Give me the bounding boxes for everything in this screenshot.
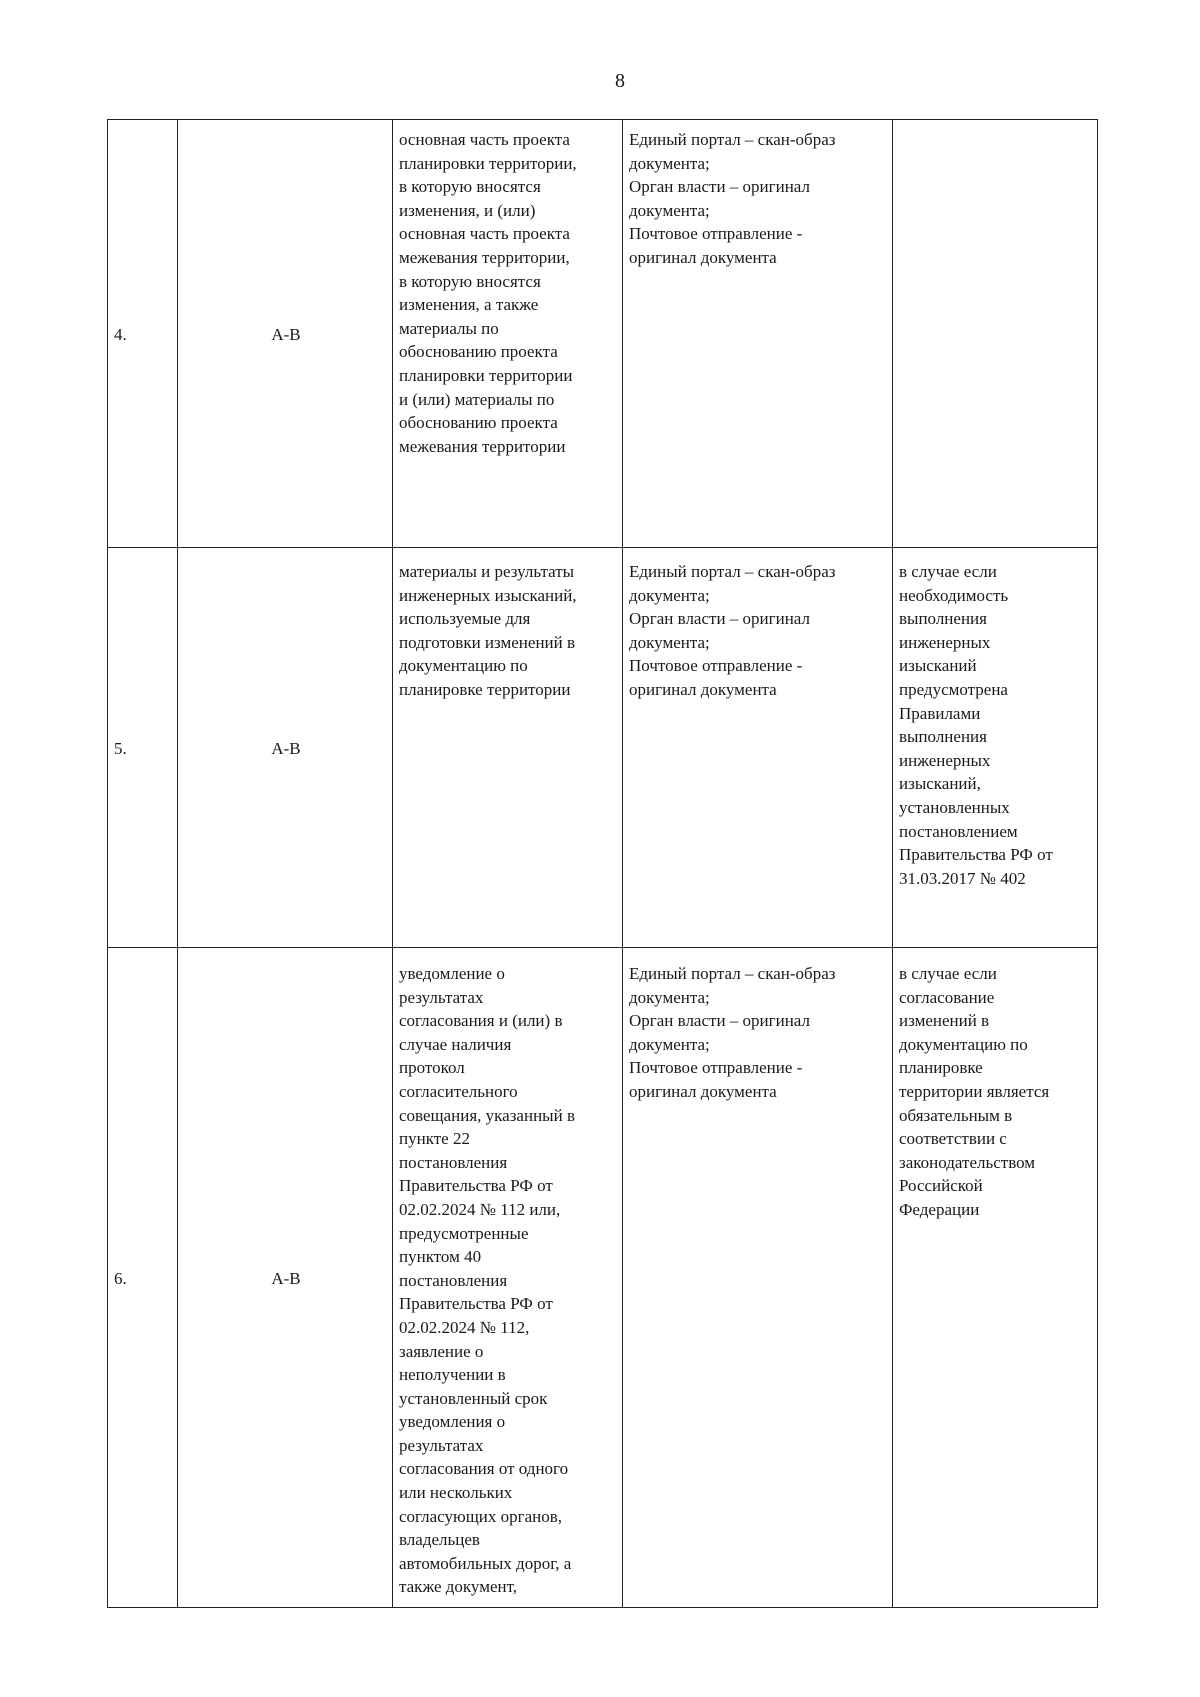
document-description <box>393 120 623 548</box>
document-description-text: материалы и результаты инженерных изысканий, используемые для подготовки изменений в документацию по планировке территории <box>399 562 577 699</box>
document-description <box>393 548 623 948</box>
submission-method <box>623 548 893 948</box>
submission-method <box>623 948 893 1608</box>
row-code: А-В <box>178 548 393 948</box>
row-number: 6. <box>108 948 178 1608</box>
row-code: А-В <box>178 120 393 548</box>
submission-method-text: Единый портал – скан-образ документа; Орган власти – оригинал документа; Почтовое отправление - оригинал документа <box>629 562 836 699</box>
document-description <box>393 948 623 1608</box>
condition-note <box>893 548 1098 948</box>
table-row <box>108 948 1098 1608</box>
submission-method-text: Единый портал – скан-образ документа; Орган власти – оригинал документа; Почтовое отправление - оригинал документа <box>629 964 836 1101</box>
row-number: 5. <box>108 548 178 948</box>
row-number: 4. <box>108 120 178 548</box>
condition-note-text: в случае если необходимость выполнения инженерных изысканий предусмотрена Правилами выполнения инженерных изысканий, установленных постановлением Правительства РФ от 31.03.2017 № 402 <box>899 562 1053 888</box>
page-number: 8 <box>615 70 625 92</box>
documents-table <box>107 119 1098 1608</box>
document-description-text: основная часть проекта планировки территории, в которую вносятся изменения, и (или) основная часть проекта межевания территории, в которую вносятся изменения, а также материалы по обоснованию проекта планировки территории и (или) материалы по обоснованию проекта межевания территории <box>399 130 577 456</box>
document-description-text: уведомление о результатах согласования и (или) в случае наличия протокол согласительного совещания, указанный в пункте 22 постановления Правительства РФ от 02.02.2024 № 112 или, предусмотренные пунктом 40 постановления Правительства РФ от 02.02.2024 № 112, заявление о неполучении в установленный срок уведомления о результатах согласования от одного или нескольких согласующих органов, владельцев автомобильных дорог, а также документ, <box>399 964 575 1597</box>
condition-note <box>893 120 1098 548</box>
table-row <box>108 548 1098 948</box>
condition-note-text: в случае если согласование изменений в документацию по планировке территории является обязательным в соответствии с законодательством Российской Федерации <box>899 964 1050 1219</box>
submission-method-text: Единый портал – скан-образ документа; Орган власти – оригинал документа; Почтовое отправление - оригинал документа <box>629 130 836 267</box>
submission-method <box>623 120 893 548</box>
condition-note <box>893 948 1098 1608</box>
row-code: А-В <box>178 948 393 1608</box>
table-row <box>108 120 1098 548</box>
